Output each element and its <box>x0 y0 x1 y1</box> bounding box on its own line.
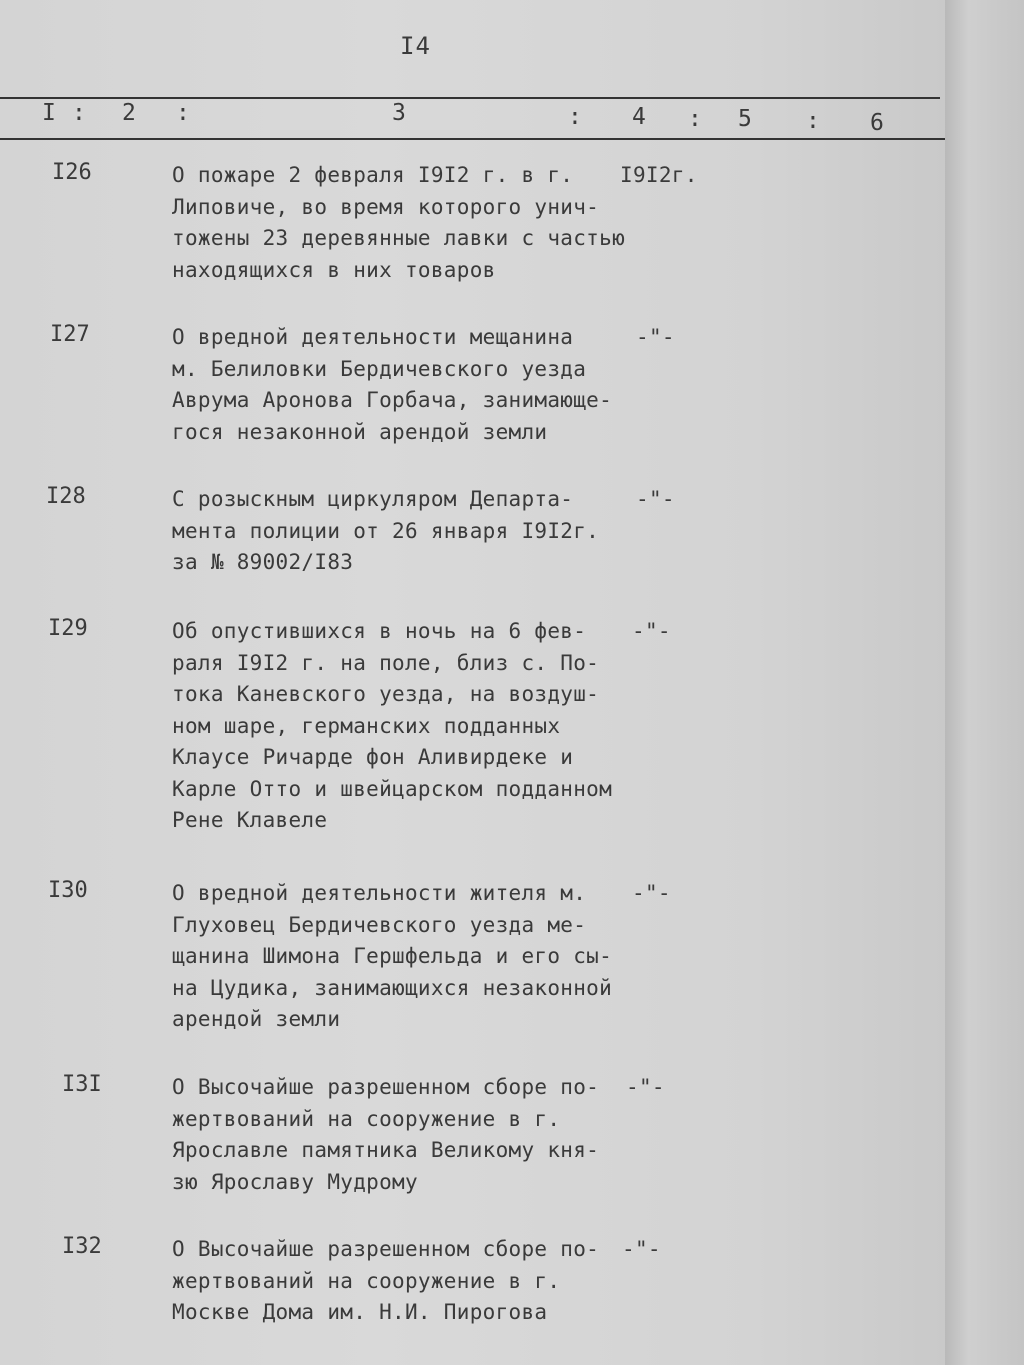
column-separator: : <box>688 106 702 132</box>
column-header-1: I <box>42 100 56 126</box>
entry-description: Об опустившихся в ночь на 6 фев- раля I9I2 г. на поле, близ с. По- тока Каневского уезда, на воздуш- ном шаре, германских подданных Клаусе Ричарде фон Аливирдеке и Карле Отто и швейцарском подданном Рене Клавеле <box>172 619 613 832</box>
entry-date: -"- <box>622 1237 661 1261</box>
entry-number: I3I <box>62 1072 102 1097</box>
entry-date: -"- <box>632 881 671 905</box>
entry-description: О Высочайше разрешенном сборе по- жертвований на сооружение в г. Москве Дома им. Н.И. Пирогова <box>172 1237 600 1324</box>
entry-date: -"- <box>632 619 671 643</box>
entry-date: I9I2г. <box>620 163 698 187</box>
entry-description: С розыскным циркуляром Департа- мента полиции от 26 января I9I2г. за № 89002/I83 <box>172 487 600 574</box>
column-header-6: 6 <box>870 110 884 136</box>
column-separator: : <box>176 100 190 126</box>
column-header-3: 3 <box>392 100 406 126</box>
page-number: I4 <box>400 32 431 60</box>
entry-date: -"- <box>636 487 675 511</box>
header-top-rule <box>0 97 940 99</box>
column-header-4: 4 <box>632 104 646 130</box>
column-header-2: 2 <box>122 100 136 126</box>
entry-description: О пожаре 2 февраля I9I2 г. в г. Липовиче, во время которого унич- тожены 23 деревянные лавки с частью находящихся в них товаров <box>172 163 626 282</box>
entry-number: I27 <box>50 322 90 347</box>
entry-number: I32 <box>62 1234 102 1259</box>
column-separator: : <box>72 100 86 126</box>
entry-number: I28 <box>46 484 86 509</box>
entry-number: I30 <box>48 878 88 903</box>
page-edge-shadow <box>945 0 1024 1365</box>
column-separator: : <box>806 108 820 134</box>
entry-date: -"- <box>636 325 675 349</box>
column-header-5: 5 <box>738 106 752 132</box>
column-separator: : <box>568 104 582 130</box>
header-bottom-rule <box>0 138 945 140</box>
entry-description: О Высочайше разрешенном сборе по- жертвований на сооружение в г. Ярославле памятника Великому кня- зю Ярославу Мудрому <box>172 1075 600 1194</box>
entry-date: -"- <box>626 1075 665 1099</box>
entry-number: I29 <box>48 616 88 641</box>
entry-description: О вредной деятельности мещанина м. Белиловки Бердичевского уезда Аврума Аронова Горбача, занимающе- гося незаконной арендой земли <box>172 325 613 444</box>
entry-number: I26 <box>52 160 92 185</box>
entry-description: О вредной деятельности жителя м. Глуховец Бердичевского уезда ме- щанина Шимона Гершфельда и его сы- на Цудика, занимающихся незаконной арендой земли <box>172 881 613 1031</box>
